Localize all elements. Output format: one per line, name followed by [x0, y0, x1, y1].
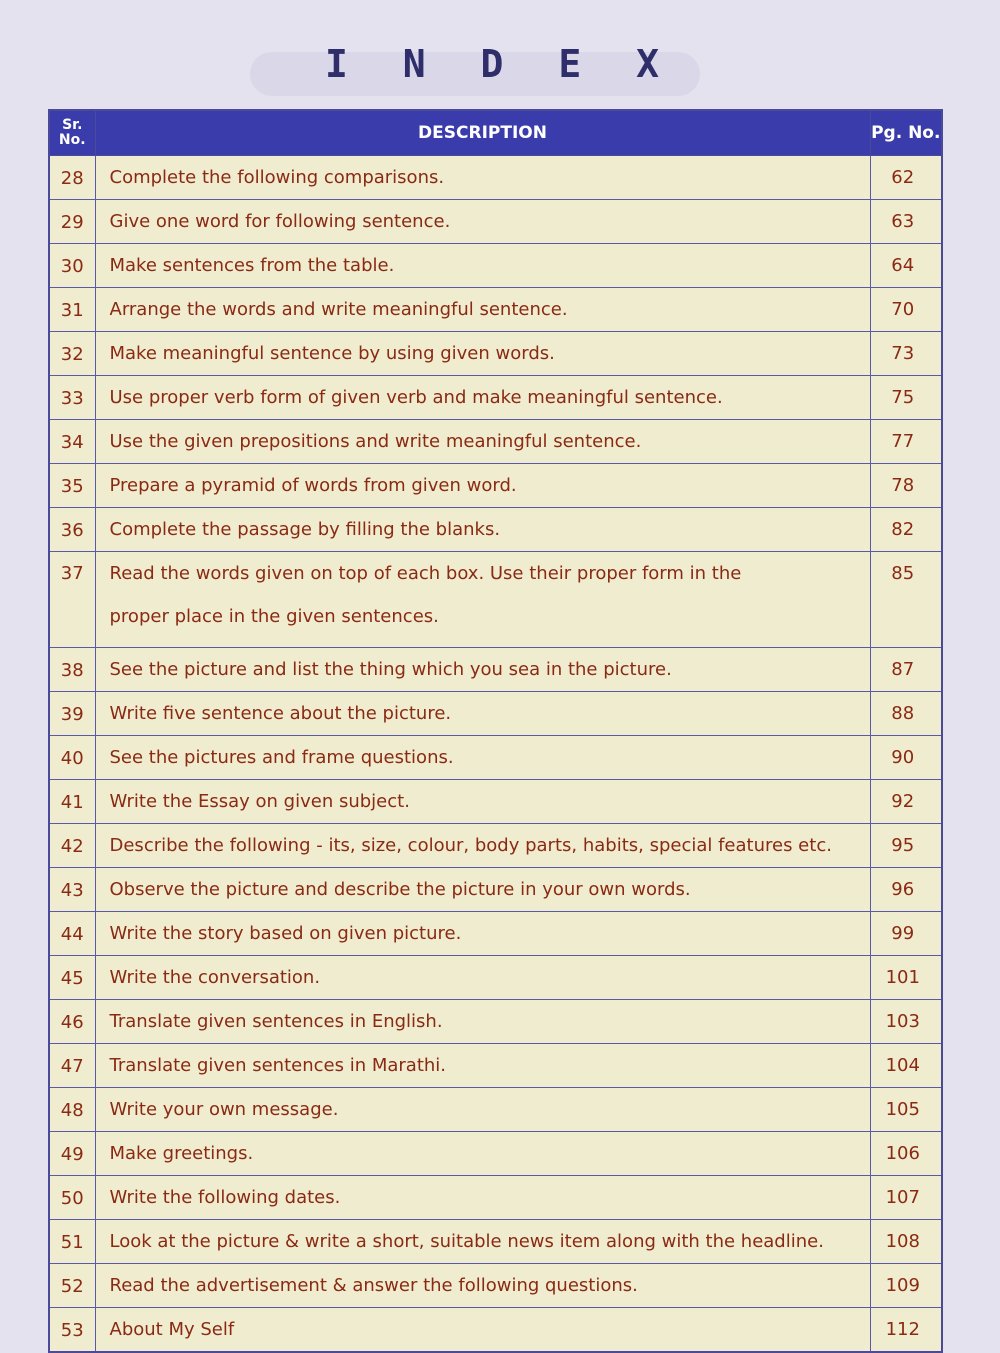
row-description: Make greetings. [95, 1132, 870, 1176]
row-description: Make meaningful sentence by using given words. [95, 332, 870, 376]
table-row [49, 420, 942, 464]
table-row [49, 244, 942, 288]
row-sr-no: 45 [49, 956, 95, 1000]
table-row [49, 1132, 942, 1176]
row-page-number: 106 [870, 1132, 942, 1176]
table-row [49, 508, 942, 552]
row-page-number: 77 [870, 420, 942, 464]
row-description: Read the advertisement & answer the following questions. [95, 1264, 870, 1308]
row-page-number: 105 [870, 1088, 942, 1132]
row-description: See the pictures and frame questions. [95, 736, 870, 780]
row-description: Look at the picture & write a short, suitable news item along with the headline. [95, 1220, 870, 1264]
row-page-number: 101 [870, 956, 942, 1000]
table-row [49, 376, 942, 420]
row-sr-no: 49 [49, 1132, 95, 1176]
row-sr-no: 42 [49, 824, 95, 868]
row-sr-no: 41 [49, 780, 95, 824]
header-pg-no: Pg. No. [870, 110, 942, 156]
row-sr-no: 32 [49, 332, 95, 376]
row-description: Write the Essay on given subject. [95, 780, 870, 824]
row-page-number: 96 [870, 868, 942, 912]
table-row [49, 780, 942, 824]
row-description: See the picture and list the thing which you sea in the picture. [95, 648, 870, 692]
table-row [49, 956, 942, 1000]
row-sr-no: 46 [49, 1000, 95, 1044]
table-row [49, 464, 942, 508]
row-page-number: 109 [870, 1264, 942, 1308]
row-description [95, 552, 870, 648]
row-description: Describe the following - its, size, colour, body parts, habits, special features etc. [95, 824, 870, 868]
table-row [49, 648, 942, 692]
row-description: Use the given prepositions and write meaningful sentence. [95, 420, 870, 464]
row-page-number: 88 [870, 692, 942, 736]
index-table [48, 109, 943, 1353]
row-description: Write five sentence about the picture. [95, 692, 870, 736]
row-page-number: 103 [870, 1000, 942, 1044]
row-page-number: 90 [870, 736, 942, 780]
table-row [49, 1088, 942, 1132]
row-sr-no: 52 [49, 1264, 95, 1308]
row-description: Prepare a pyramid of words from given word. [95, 464, 870, 508]
row-sr-no: 31 [49, 288, 95, 332]
row-page-number: 64 [870, 244, 942, 288]
row-description: Give one word for following sentence. [95, 200, 870, 244]
row-page-number: 107 [870, 1176, 942, 1220]
row-description: Use proper verb form of given verb and make meaningful sentence. [95, 376, 870, 420]
row-description: Write the following dates. [95, 1176, 870, 1220]
row-sr-no: 51 [49, 1220, 95, 1264]
table-row [49, 332, 942, 376]
table-row [49, 1176, 942, 1220]
table-row [49, 1000, 942, 1044]
row-page-number: 112 [870, 1308, 942, 1353]
row-sr-no: 43 [49, 868, 95, 912]
row-description: Translate given sentences in English. [95, 1000, 870, 1044]
row-page-number: 62 [870, 156, 942, 200]
row-description: Write the conversation. [95, 956, 870, 1000]
table-row [49, 692, 942, 736]
row-description: Write the story based on given picture. [95, 912, 870, 956]
row-description: Make sentences from the table. [95, 244, 870, 288]
row-page-number: 104 [870, 1044, 942, 1088]
row-description: Observe the picture and describe the picture in your own words. [95, 868, 870, 912]
row-sr-no: 33 [49, 376, 95, 420]
table-row [49, 1264, 942, 1308]
row-page-number: 87 [870, 648, 942, 692]
row-page-number: 108 [870, 1220, 942, 1264]
header-sr-no: Sr. No. [49, 110, 95, 156]
row-page-number: 70 [870, 288, 942, 332]
row-sr-no: 28 [49, 156, 95, 200]
header-row [49, 110, 942, 156]
row-description: Arrange the words and write meaningful sentence. [95, 288, 870, 332]
row-page-number: 85 [870, 552, 942, 648]
row-sr-no: 44 [49, 912, 95, 956]
row-description-line-2: proper place in the given sentences. [109, 606, 439, 627]
table-row [49, 288, 942, 332]
index-table-header [49, 110, 942, 156]
table-row [49, 1308, 942, 1353]
row-sr-no: 38 [49, 648, 95, 692]
row-sr-no: 48 [49, 1088, 95, 1132]
index-table-body [49, 156, 942, 1353]
row-sr-no: 35 [49, 464, 95, 508]
row-sr-no: 30 [49, 244, 95, 288]
table-row [49, 824, 942, 868]
row-page-number: 95 [870, 824, 942, 868]
row-page-number: 73 [870, 332, 942, 376]
row-sr-no: 40 [49, 736, 95, 780]
row-sr-no: 34 [49, 420, 95, 464]
row-page-number: 82 [870, 508, 942, 552]
row-sr-no: 50 [49, 1176, 95, 1220]
row-sr-no: 29 [49, 200, 95, 244]
row-page-number: 75 [870, 376, 942, 420]
page-title: I N D E X [325, 42, 675, 86]
row-description-line-1: Read the words given on top of each box. Use their proper form in the [109, 563, 742, 584]
table-row [49, 200, 942, 244]
table-row [49, 868, 942, 912]
table-row [49, 156, 942, 200]
row-sr-no: 37 [49, 552, 95, 648]
header-description: DESCRIPTION [95, 110, 870, 156]
row-page-number: 92 [870, 780, 942, 824]
row-sr-no: 53 [49, 1308, 95, 1353]
table-row [49, 1044, 942, 1088]
row-sr-no: 47 [49, 1044, 95, 1088]
row-sr-no: 39 [49, 692, 95, 736]
row-description: About My Self [95, 1308, 870, 1353]
row-description: Complete the passage by filling the blanks. [95, 508, 870, 552]
row-description: Complete the following comparisons. [95, 156, 870, 200]
row-sr-no: 36 [49, 508, 95, 552]
table-row [49, 912, 942, 956]
row-page-number: 99 [870, 912, 942, 956]
table-row [49, 1220, 942, 1264]
table-row [49, 552, 942, 648]
row-description: Write your own message. [95, 1088, 870, 1132]
row-page-number: 78 [870, 464, 942, 508]
table-row [49, 736, 942, 780]
row-page-number: 63 [870, 200, 942, 244]
row-description: Translate given sentences in Marathi. [95, 1044, 870, 1088]
